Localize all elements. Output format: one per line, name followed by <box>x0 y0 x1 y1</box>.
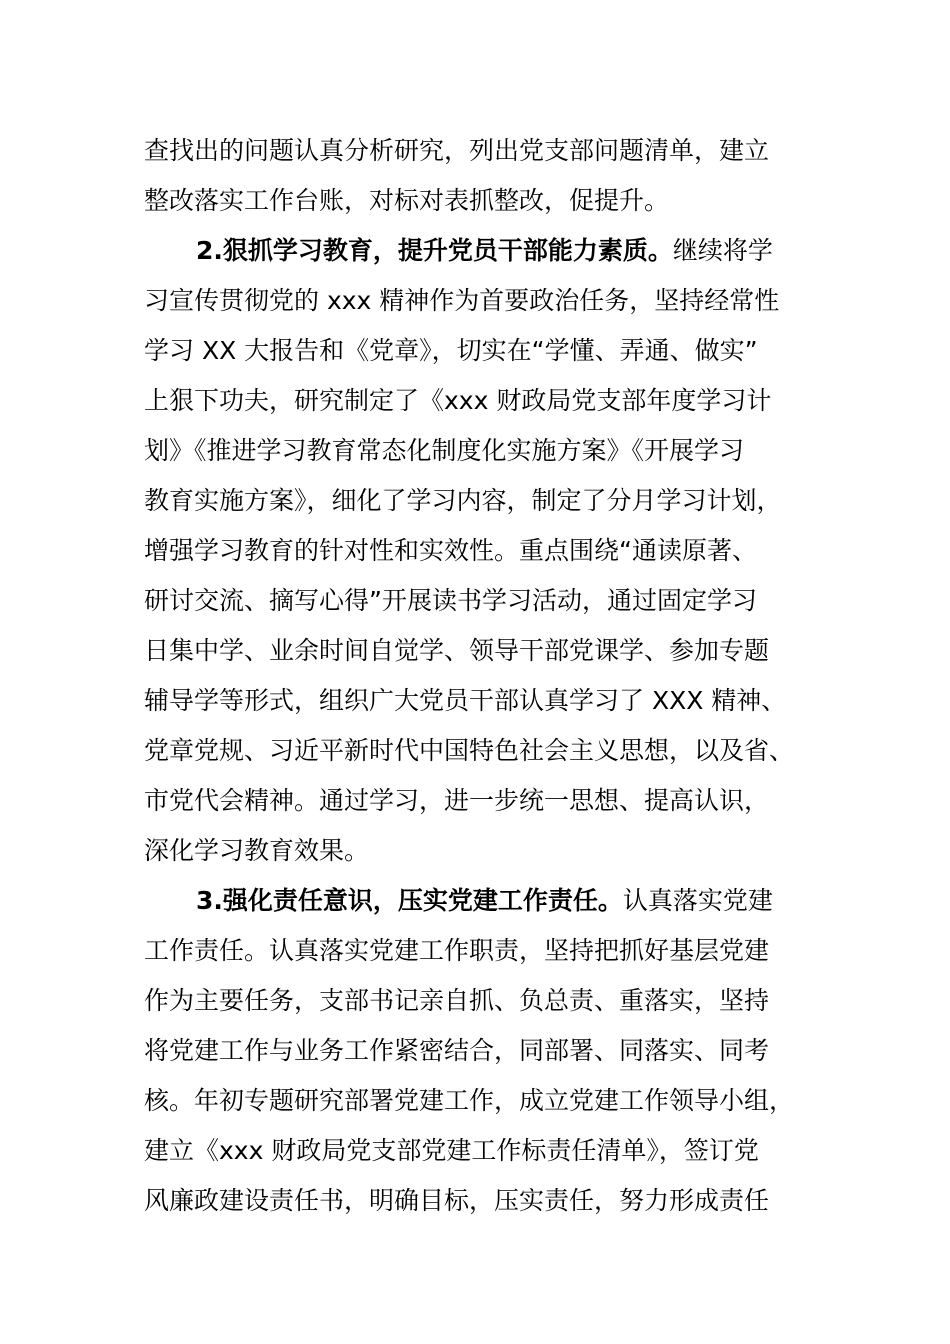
text-line-10: 研讨交流、摘写心得”开展读书学习活动，通过固定学习 <box>144 586 757 615</box>
text-line-6: 上狠下功夫，研究制定了《xxx 财政局党支部年度学习计 <box>144 386 772 415</box>
text-line-7: 划》《推进学习教育常态化制度化实施方案》《开展学习 <box>144 436 745 465</box>
text-line-9: 增强学习教育的针对性和实效性。重点围绕“通读原著、 <box>144 536 757 565</box>
text-line-21: 建立《xxx 财政局党支部党建工作标责任清单》，签订党 <box>144 1136 759 1165</box>
text-line-12: 辅导学等形式，组织广大党员干部认真学习了 XXX 精神、 <box>144 686 787 715</box>
text-line-19: 将党建工作与业务工作紧密结合，同部署、同落实、同考 <box>144 1036 770 1065</box>
document-page <box>144 126 814 1226</box>
text-line-18: 作为主要任务，支部书记亲自抓、负总责、重落实，坚持 <box>144 986 770 1015</box>
text-line-17: 工作责任。认真落实党建工作职责，坚持把抓好基层党建 <box>144 936 770 965</box>
text-line-14: 市党代会精神。通过学习，进一步统一思想、提高认识， <box>144 786 770 815</box>
text-line-8: 教育实施方案》，细化了学习内容，制定了分月学习计划， <box>144 486 782 515</box>
text-line-1: 查找出的问题认真分析研究，列出党支部问题清单，建立 <box>144 136 770 165</box>
section-heading-3: 3.强化责任意识，压实党建工作责任。认真落实党建 <box>196 886 773 915</box>
section-heading-2: 2.狠抓学习教育，提升党员干部能力素质。继续将学 <box>196 236 773 265</box>
text-line-5: 学习 XX 大报告和《党章》，切实在“学懂、弄通、做实” <box>144 336 758 365</box>
text-line-11: 日集中学、业余时间自觉学、领导干部党课学、参加专题 <box>144 636 770 665</box>
text-line-13: 党章党规、习近平新时代中国特色社会主义思想，以及省、 <box>144 736 795 765</box>
text-line-20: 核。年初专题研究部署党建工作，成立党建工作领导小组， <box>144 1086 795 1115</box>
text-line-2: 整改落实工作台账，对标对表抓整改，促提升。 <box>144 186 670 215</box>
section-title-2: 2.狠抓学习教育，提升党员干部能力素质。 <box>196 236 673 265</box>
text-line-15: 深化学习教育效果。 <box>144 836 370 865</box>
text-line-22: 风廉政建设责任书，明确目标，压实责任，努力形成责任 <box>144 1186 770 1215</box>
section-title-3: 3.强化责任意识，压实党建工作责任。 <box>196 886 623 915</box>
text-line-4: 习宣传贯彻党的 xxx 精神作为首要政治任务，坚持经常性 <box>144 286 780 315</box>
